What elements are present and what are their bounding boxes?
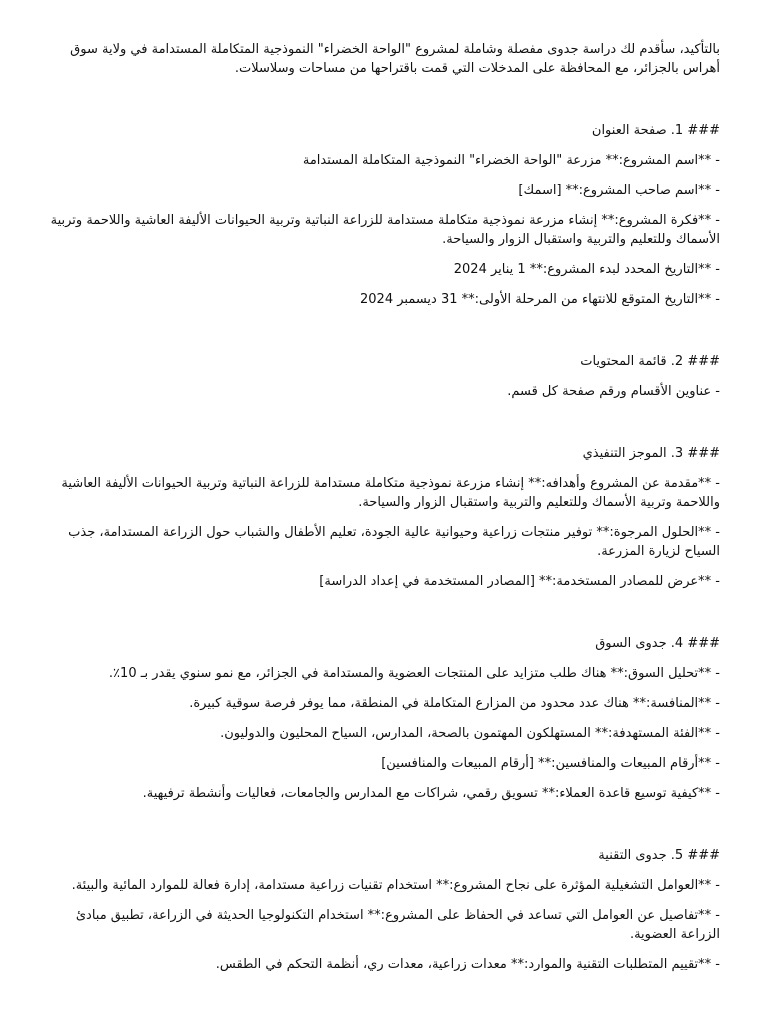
list-item: - **التاريخ المتوقع للانتهاء من المرحلة الأولى:** 31 ديسمبر 2024 [360, 292, 720, 307]
section-heading: ### 5. جدوى التقنية [598, 848, 720, 863]
document-body [48, 40, 720, 974]
intro-paragraph: بالتأكيد، سأقدم لك دراسة جدوى مفصلة وشاملة لمشروع "الواحة الخضراء" النموذجية المتكاملة المستدامة في ولاية سوق أهراس بالجزائر، مع المحافظة على المدخلات التي قمت باقتراحها من مساحات وسلاسلات. [70, 42, 720, 76]
list-item: - **اسم صاحب المشروع:** [اسمك] [518, 183, 720, 198]
list-item: - **تحليل السوق:** هناك طلب متزايد على المنتجات العضوية والمستدامة في الجزائر، مع نمو سنوي يقدر بـ 10٪. [108, 666, 720, 681]
list-item: - **تقييم المتطلبات التقنية والموارد:** معدات زراعية، معدات ري، أنظمة التحكم في الطقس. [215, 957, 720, 972]
list-item: - **تفاصيل عن العوامل التي تساعد في الحفاظ على المشروع:** استخدام التكنولوجيا الحديثة في الزراعة، تطبيق مبادئ الزراعة العضوية. [75, 908, 720, 942]
list-item: - **الحلول المرجوة:** توفير منتجات زراعية وحيوانية عالية الجودة، تعليم الأطفال والشباب حول الزراعة المستدامة، جذب السياح لزيارة المزرعة. [68, 525, 720, 559]
list-item: - **العوامل التشغيلية المؤثرة على نجاح المشروع:** استخدام تقنيات زراعية مستدامة، إدارة فعالة للموارد المائية والبيئة. [71, 878, 720, 893]
list-item: - **أرقام المبيعات والمنافسين:** [أرقام المبيعات والمنافسين] [381, 756, 720, 771]
section-heading: ### 4. جدوى السوق [595, 636, 720, 651]
list-item: - **فكرة المشروع:** إنشاء مزرعة نموذجية متكاملة مستدامة للزراعة النباتية وتربية الحيوانات الأليفة العاشية واللاحمة وتربية الأسماك وللتعليم والتربية واستقبال الزوار والسياحة. [50, 213, 720, 247]
section-heading: ### 2. قائمة المحتويات [580, 354, 720, 369]
section-heading: ### 3. الموجز التنفيذي [582, 446, 720, 461]
list-item: - عناوين الأقسام ورقم صفحة كل قسم. [507, 384, 720, 399]
list-item: - **الفئة المستهدفة:** المستهلكون المهتمون بالصحة، المدارس، السياح المحليون والدوليون. [220, 726, 720, 741]
section-heading: ### 1. صفحة العنوان [591, 123, 720, 138]
list-item: - **اسم المشروع:** مزرعة "الواحة الخضراء" النموذجية المتكاملة المستدامة [302, 153, 720, 168]
list-item: - **مقدمة عن المشروع وأهدافه:** إنشاء مزرعة نموذجية متكاملة مستدامة للزراعة النباتية وتربية الحيوانات الأليفة العاشية واللاحمة وتربية الأسماك وللتعليم والتربية واستقبال الزوار والسياحة. [61, 476, 720, 510]
list-item: - **المنافسة:** هناك عدد محدود من المزارع المتكاملة في المنطقة، مما يوفر فرصة سوقية كبيرة. [189, 696, 720, 711]
list-item: - **كيفية توسيع قاعدة العملاء:** تسويق رقمي، شراكات مع المدارس والجامعات، فعاليات وأنشطة ترفيهية. [142, 786, 720, 801]
list-item: - **عرض للمصادر المستخدمة:** [المصادر المستخدمة في إعداد الدراسة] [319, 574, 720, 589]
list-item: - **التاريخ المحدد لبدء المشروع:** 1 يناير 2024 [453, 262, 720, 277]
